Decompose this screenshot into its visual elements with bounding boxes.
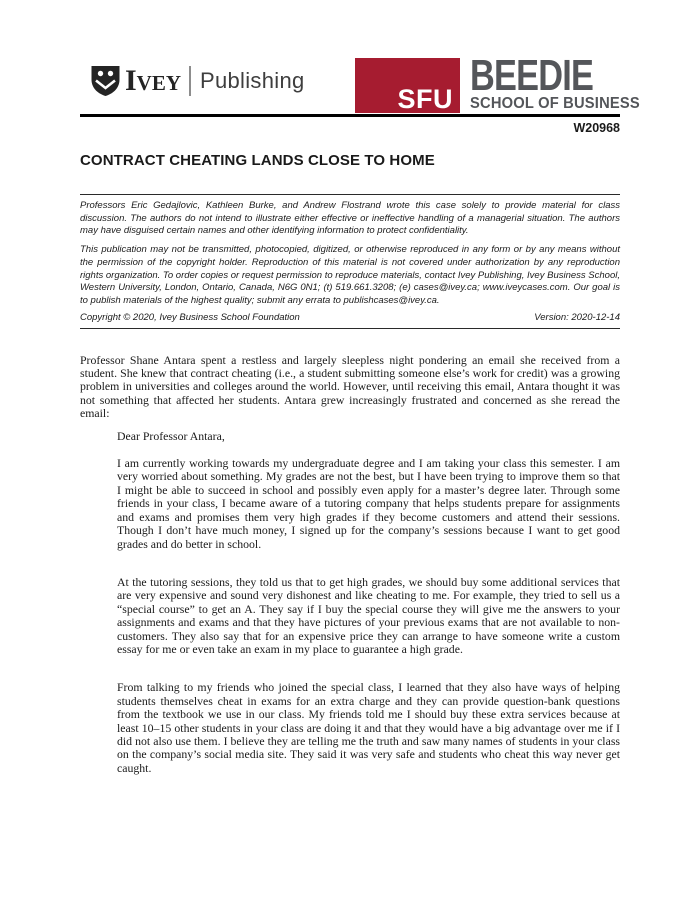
ivey-publishing-logo	[90, 65, 305, 97]
copyright-row	[80, 312, 620, 329]
beedie-name: BEEDIE	[470, 51, 594, 100]
version-label: Version: 2020-12-14	[534, 311, 620, 323]
email-paragraph: At the tutoring sessions, they told us that to get high grades, we should buy some additional services that are very expensive and sound very dishonest and like cheating to me. For example, they tried to sell us a “special course” to get an A. They say if I buy the special course they will give me the answers to your assignments and exams and that they have pictures of your previous exams that are not available to non-customers. They also say that for an expensive price they can arrange to have someone write a custom essay for me or even take an exam in my place to guarantee a high grade.	[117, 574, 620, 656]
intro-paragraph: Professor Shane Antara spent a restless and largely sleepless night pondering an email she received from a student. She knew that contract cheating (i.e., a student submitting someone else’s work for credit) was a growing problem in universities and colleges around the world. However, until receiving this email, Antara thought it was not something that affected her students. Antara grew increasingly frustrated and concerned as she reread the email:	[80, 352, 620, 421]
logo-divider	[189, 66, 191, 96]
email-salutation: Dear Professor Antara,	[117, 428, 225, 443]
header-rule	[80, 114, 620, 117]
ivey-wordmark: Ivey	[125, 64, 182, 97]
ivey-division-label: Publishing	[200, 68, 305, 93]
sfu-beedie-logo	[355, 51, 640, 114]
beedie-school-of-business: SCHOOL OF BUSINESS	[470, 95, 640, 112]
front-matter	[80, 200, 620, 308]
case-body	[80, 354, 620, 776]
permissions-paragraph: This publication may not be transmitted, photocopied, digitized, or otherwise reproduced in any form or by any means without the permission of the copyright holder. Reproduction of this material is not covered under authorization by any reproduction rights organization. To order copies or request permission to reproduce materials, contact Ivey Publishing, Ivey Business School, Western University, London, Ontario, Canada, N6G 0N1; (t) 519.661.3208; (e) cases@ivey.ca; www.iveycases.com. Our goal is to publish materials of the highest quality; submit any errata to publishcases@ivey.ca.	[80, 244, 620, 306]
sfu-red-box	[355, 58, 460, 113]
ivey-crest-icon	[90, 65, 121, 97]
copyright-notice: Copyright © 2020, Ivey Business School Foundation	[80, 311, 300, 323]
document-number: W20968	[573, 121, 620, 135]
attribution-paragraph: Professors Eric Gedajlovic, Kathleen Burke, and Andrew Flostrand wrote this case solely to provide material for class discussion. The authors do not intend to illustrate either effective or ineffective handling of a managerial situation. The authors may have disguised certain names and other identifying information to protect confidentiality.	[80, 200, 620, 237]
front-matter-top-rule	[80, 194, 620, 195]
email-paragraph: I am currently working towards my undergraduate degree and I am taking your class this semester. I am very worried about something. My grades are not the best, but I have been trying to improve them so that I might be able to succeed in school and possibly even apply for a master’s degree later. Through some friends in your class, I became aware of a tutoring company that helps students prepare for assignments and exams and promises them very high grades if they become customers and attend their sessions. Though I don’t have much money, I signed up for the company’s sessions because I want to get good grades and do better in school.	[117, 456, 620, 551]
case-title: CONTRACT CHEATING LANDS CLOSE TO HOME	[80, 152, 435, 169]
sfu-acronym: SFU	[397, 84, 453, 114]
header	[80, 0, 640, 114]
beedie-text-block	[470, 51, 640, 113]
student-email-quote	[117, 430, 620, 776]
email-paragraph: From talking to my friends who joined the special class, I learned that they also have ways of helping students themselves cheat in exams for an extra charge and they can provide question-bank questions from the textbook we use in our class. My friends told me I should buy these extra services because at least 10–15 other students in your class are doing it and that they would have a big advantage over me if I did not also use them. I believe they are telling me the truth and saw many names of students in your class on the company’s social media site. They said it was very safe and students who cheat this way never get caught.	[117, 680, 620, 775]
